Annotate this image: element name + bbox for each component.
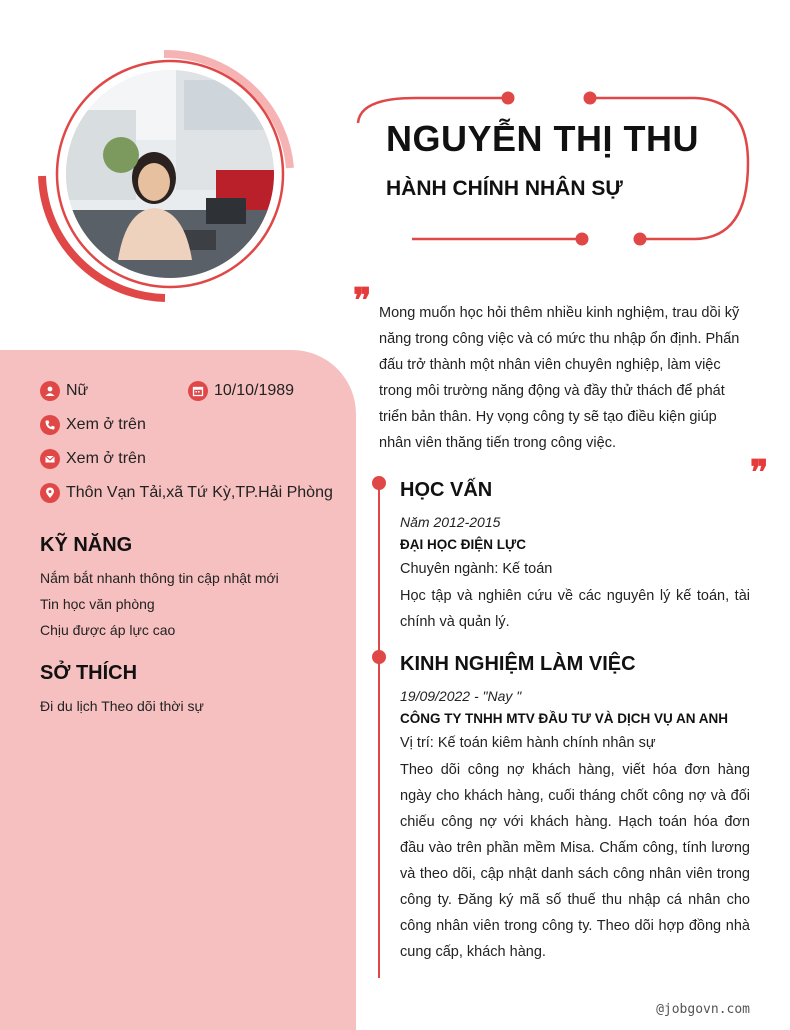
education-heading: HỌC VẤN [400,479,493,501]
phone-value: Xem ở trên [66,416,146,433]
job-title: HÀNH CHÍNH NHÂN SỰ [386,177,623,200]
education-desc-line: chính và quản lý. [400,614,510,630]
skills-heading: KỸ NĂNG [40,534,133,556]
experience-heading: KINH NGHIỆM LÀM VIỆC [400,653,636,675]
email-row [40,449,146,469]
education-period: Năm 2012-2015 [400,514,501,530]
hobbies-heading: SỞ THÍCH [40,662,138,684]
address-value: Thôn Vạn Tải,xã Tứ Kỳ,TP.Hải Phòng [66,484,333,501]
name-frame-decor [350,88,755,248]
skill-item: Chịu được áp lực cao [40,622,176,638]
hobbies-text: Đi du lịch Theo dõi thời sự [40,698,204,714]
gender-value: Nữ [66,382,89,399]
address-row [40,483,333,503]
education-desc-line: Học tập và nghiên cứu về các nguyên lý kế toán, tài [400,588,750,604]
experience-description: Theo dõi công nợ khách hàng, viết hóa đơn hàng ngày cho khách hàng, cuối tháng chốt công nợ và đối chiếu công nợ với khách hàng. Hạch toán hóa đơn đầu vào trên phần mềm Misa. Chấm công, tính lương và theo dõi, cập nhật danh sách công nhân viên trong công ty. Đăng ký mã số thuế thu nhập cá nhân cho công nhân viên trong công ty. Theo dõi hợp đồng nhà cung cấp, khách hàng. [400,762,750,960]
timeline-dot [372,650,386,664]
experience-period: 19/09/2022 - "Nay " [400,688,522,704]
open-quote-icon: ❞ [353,281,372,321]
career-objective: Mong muốn học hỏi thêm nhiều kinh nghiệm, trau dồi kỹ năng trong công việc và có mức thu nhập ổn định. Phấn đấu trở thành một nhân viên chuyên nghiệp, làm việc trong môi trường năng động và đầy thử thách để phát triển bản thân. Hy vọng công ty sẽ tạo điều kiện giúp nhân viên thăng tiến trong công việc. [379,305,740,451]
envelope-icon [40,449,60,469]
gender-row [40,381,88,401]
school-name: ĐẠI HỌC ĐIỆN LỰC [400,537,526,552]
phone-row [40,415,146,435]
close-quote-icon: ❞ [750,453,769,493]
experience-role: Vị trí: Kế toán kiêm hành chính nhân sự [400,735,656,751]
birthday-row [188,381,294,401]
birthday-value: 10/10/1989 [214,382,295,399]
footer-watermark: @jobgovn.com [656,1002,750,1017]
location-pin-icon [40,483,60,503]
timeline-dot [372,476,386,490]
phone-icon [40,415,60,435]
company-name: CÔNG TY TNHH MTV ĐẦU TƯ VÀ DỊCH VỤ AN ANH [400,711,728,726]
email-value: Xem ở trên [66,450,146,467]
profile-photo [66,70,274,278]
timeline-line [378,482,380,978]
profile-photo-frame [38,48,300,310]
skill-item: Tin học văn phòng [40,596,155,612]
candidate-name: NGUYỄN THỊ THU [386,118,699,159]
user-icon [40,381,60,401]
calendar-icon [188,381,208,401]
education-major: Chuyên ngành: Kế toán [400,561,553,577]
skill-item: Nắm bắt nhanh thông tin cập nhật mới [40,570,279,586]
